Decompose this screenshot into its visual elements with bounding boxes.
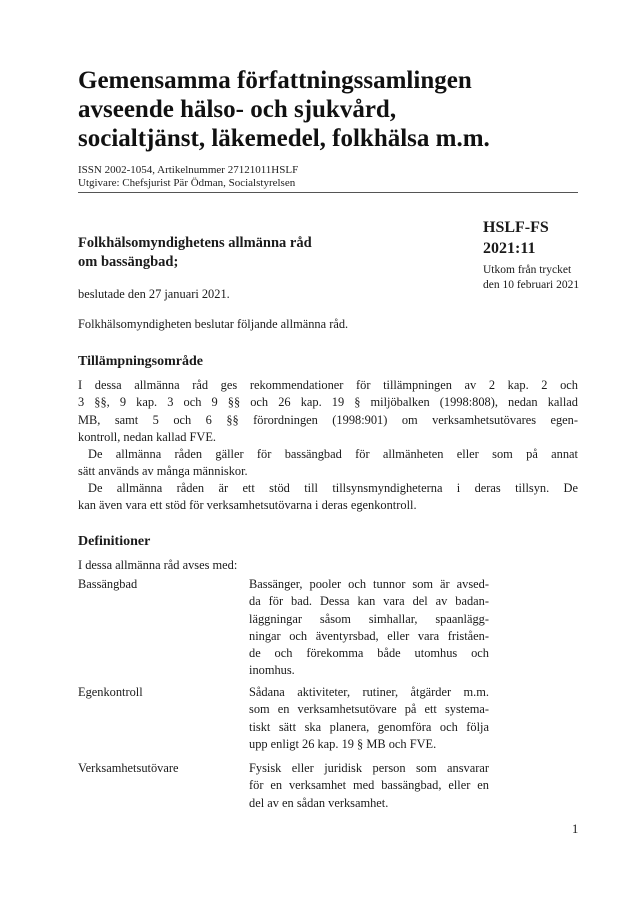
text-line: kontroll, nedan kallad FVE.	[78, 429, 216, 444]
text-line: de och förekomma både utomhus och	[249, 646, 489, 661]
header-divider	[78, 192, 578, 193]
definition-text	[249, 576, 489, 680]
section-heading: Definitioner	[78, 534, 151, 549]
text-line: De allmänna råden är ett stöd till tillsynsmyndigheterna i deras tillsyn. De	[88, 481, 578, 495]
text-line: De allmänna råden gäller för bassängbad för allmänheten eller som på annat	[88, 447, 578, 461]
definitions-intro: I dessa allmänna råd avses med:	[78, 558, 238, 572]
text-line: läggningar såsom simhallar, spaanlägg-	[249, 611, 489, 626]
text-line: inomhus.	[249, 663, 295, 678]
masthead-line: Gemensamma författningssamlingen	[78, 67, 472, 94]
text-line: 3 §§, 9 kap. 3 och 9 §§ och 26 kap. 19 § miljöbalken (1998:808), nedan kallad	[78, 395, 578, 410]
paragraph	[78, 377, 578, 446]
text-line: för en verksamhet med bassängbad, eller en	[249, 778, 489, 793]
text-line: ningar och äventyrsbad, eller vara friståen-	[249, 628, 489, 643]
section-heading: Tillämpningsområde	[78, 354, 203, 369]
text-line: MB, samt 5 och 6 §§ förordningen (1998:901) om verksamhetsutövares egen-	[78, 412, 578, 427]
series-number: 2021:11	[483, 240, 536, 257]
text-line: Sådana aktiviteter, rutiner, åtgärder m.m.	[249, 685, 489, 699]
document-title	[78, 234, 378, 272]
paragraph	[78, 480, 578, 515]
title-line: Folkhälsomyndighetens allmänna råd	[78, 235, 312, 251]
text-line: del av en sådan verksamhet.	[249, 795, 389, 810]
text-line: kan även vara ett stöd för verksamhetsutövarna i deras egenkontroll.	[78, 498, 417, 513]
decided-date: beslutade den 27 januari 2021.	[78, 287, 230, 301]
series-label: HSLF-FS	[483, 219, 549, 236]
masthead-title	[78, 66, 558, 153]
text-line: I dessa allmänna råd ges rekommendationer för tillämpningen av 2 kap. 2 och	[78, 378, 578, 392]
masthead-line: socialtjänst, läkemedel, folkhälsa m.m.	[78, 125, 490, 152]
text-line: Bassänger, pooler och tunnor som är avsed-	[249, 577, 489, 591]
text-line: upp enligt 26 kap. 19 § MB och FVE.	[249, 736, 437, 751]
masthead-line: avseende hälso- och sjukvård,	[78, 96, 397, 123]
text-line: sätt används av många människor.	[78, 464, 248, 479]
published-line: Utkom från trycket	[483, 264, 572, 276]
text-line: som en verksamhetsutövare på ett systema-	[249, 702, 489, 717]
title-line: om bassängbad;	[78, 254, 179, 270]
text-line: Fysisk eller juridisk person som ansvarar	[249, 761, 489, 775]
issn-line: ISSN 2002-1054, Artikelnummer 27121011HSLF	[78, 164, 299, 176]
publisher-line: Utgivare: Chefsjurist Pär Ödman, Socialstyrelsen	[78, 177, 296, 189]
definition-text	[249, 684, 489, 753]
definition-term: Verksamhetsutövare	[78, 761, 179, 775]
definition-term: Bassängbad	[78, 577, 138, 591]
definition-term: Egenkontroll	[78, 685, 143, 699]
text-line: tiskt sätt ska planera, genomföra och följa	[249, 719, 489, 734]
decision-statement: Folkhälsomyndigheten beslutar följande allmänna råd.	[78, 317, 349, 331]
definition-text	[249, 760, 489, 812]
page-number: 1	[572, 822, 579, 836]
text-line: da för bad. Dessa kan vara del av badan-	[249, 594, 489, 609]
paragraph	[78, 446, 578, 481]
published-date: den 10 februari 2021	[483, 279, 580, 291]
